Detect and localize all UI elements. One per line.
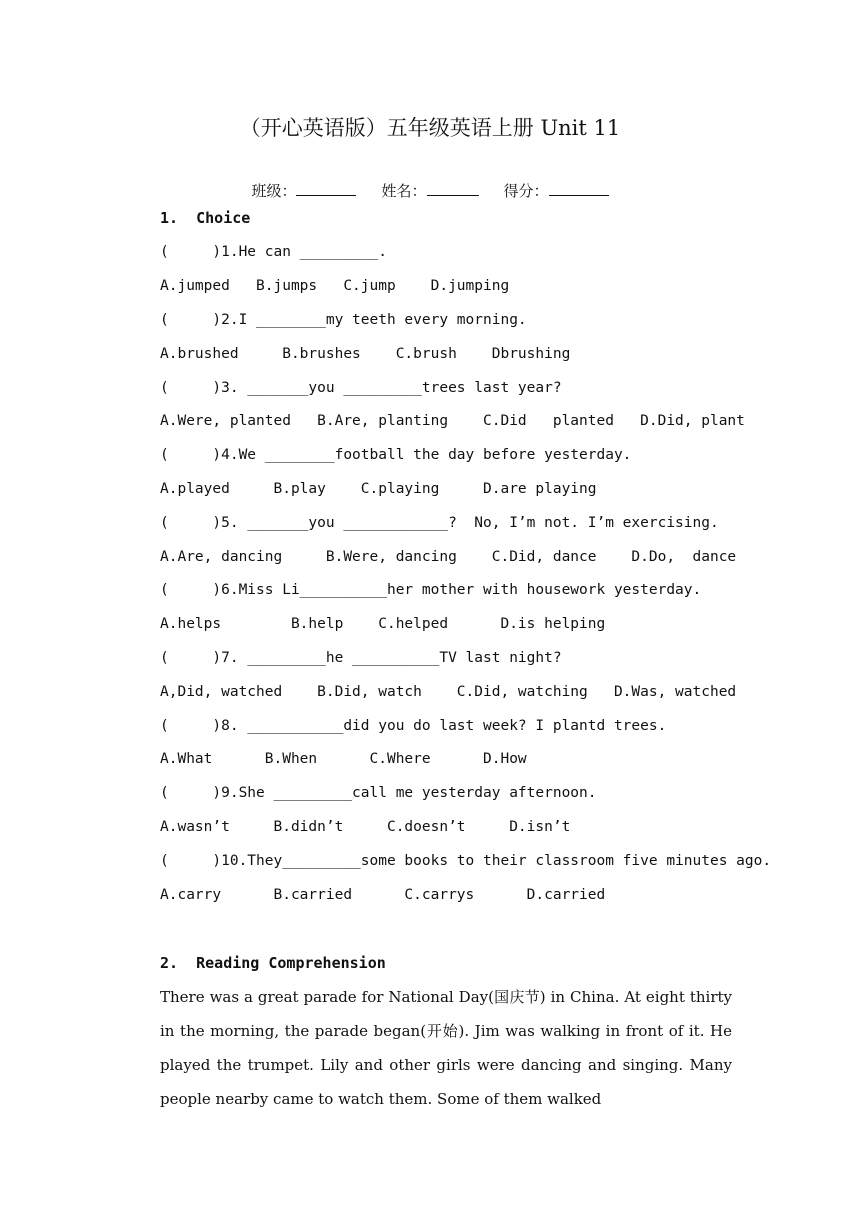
answer-options: A.jumped B.jumps C.jump D.jumping: [160, 278, 510, 294]
answer-options: A.carry B.carried C.carrys D.carried: [160, 887, 606, 903]
section-heading-choice: 1. Choice: [160, 209, 251, 227]
question-line: ( )10.They_________some books to their classroom five minutes ago.: [160, 853, 772, 869]
score-blank[interactable]: [549, 181, 609, 196]
question-line: ( )1.He can _________.: [160, 244, 387, 260]
name-blank[interactable]: [427, 181, 479, 196]
answer-options: A.What B.When C.Where D.How: [160, 751, 527, 767]
question-line: ( )4.We ________football the day before yesterday.: [160, 447, 632, 463]
question-line: ( )7. _________he __________TV last night?: [160, 650, 562, 666]
answer-options: A.Were, planted B.Are, planting C.Did planted D.Did, plant: [160, 413, 745, 429]
question-line: ( )9.She _________call me yesterday afternoon.: [160, 785, 597, 801]
name-label: 姓名：: [381, 182, 427, 200]
answer-options: A,Did, watched B.Did, watch C.Did, watching D.Was, watched: [160, 684, 737, 700]
student-info-row: [0, 180, 860, 201]
question-line: ( )5. _______you ____________? No, I’m not. I’m exercising.: [160, 515, 719, 531]
answer-options: A.Are, dancing B.Were, dancing C.Did, dance D.Do, dance: [160, 549, 737, 565]
reading-passage: There was a great parade for National Day(国庆节) in China. At eight thirty in the morning, the parade began(开始). Jim was walking in front of it. He played the trumpet. Lily and other girls were dancing and singing. Many people nearby came to watch them. Some of them walked: [160, 988, 732, 1108]
page-title: （开心英语版）五年级英语上册 Unit 11: [239, 116, 621, 140]
question-line: ( )6.Miss Li__________her mother with housework yesterday.: [160, 582, 702, 598]
score-label: 得分：: [503, 182, 549, 200]
question-line: ( )2.I ________my teeth every morning.: [160, 312, 527, 328]
class-label: 班级：: [251, 182, 297, 200]
answer-options: A.brushed B.brushes C.brush Dbrushing: [160, 346, 571, 362]
section-heading-reading: 2. Reading Comprehension: [160, 954, 386, 972]
question-line: ( )8. ___________did you do last week? I plantd trees.: [160, 718, 667, 734]
class-blank[interactable]: [296, 181, 356, 196]
answer-options: A.wasn’t B.didn’t C.doesn’t D.isn’t: [160, 819, 571, 835]
answer-options: A.helps B.help C.helped D.is helping: [160, 616, 606, 632]
answer-options: A.played B.play C.playing D.are playing: [160, 481, 597, 497]
question-line: ( )3. _______you _________trees last year?: [160, 380, 562, 396]
